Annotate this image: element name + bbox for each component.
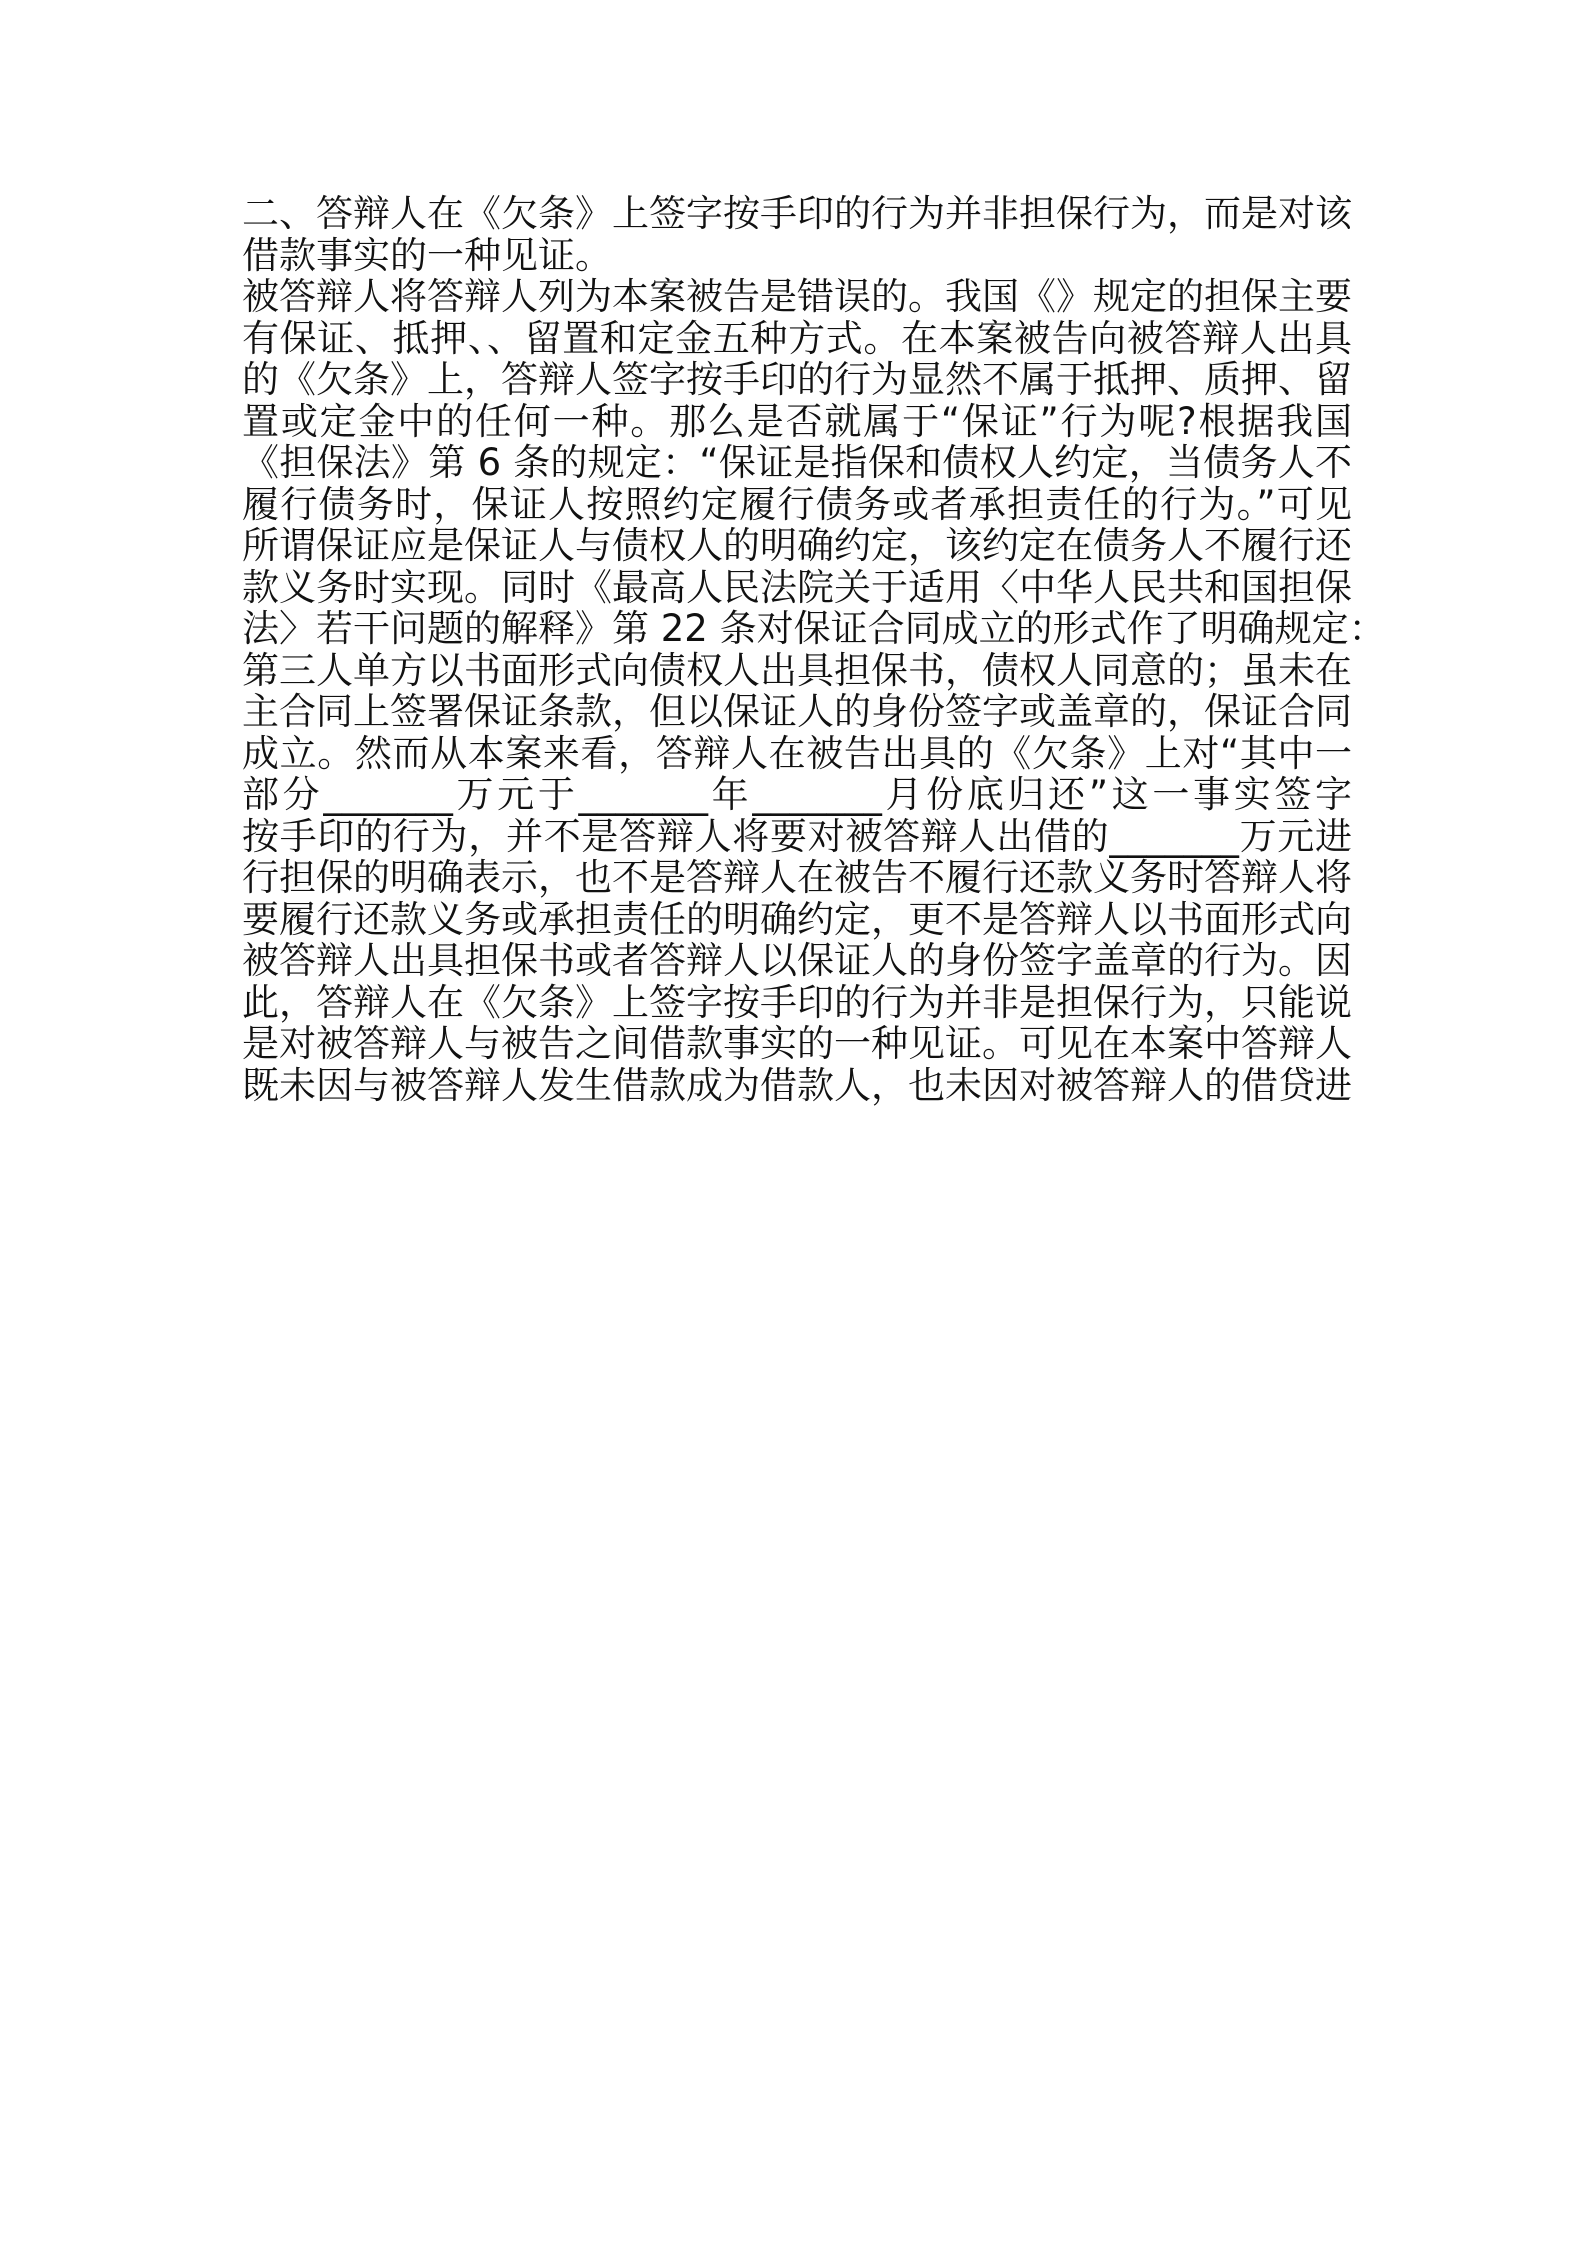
- section-heading: [242, 193, 1352, 276]
- body-line: 《担保法》第 6 条的规定：“保证是指保和债权人约定，当债务人不: [242, 441, 1352, 484]
- body-line: 被答辩人出具担保书或者答辩人以保证人的身份签字盖章的行为。因: [242, 939, 1352, 982]
- heading-line: 二、答辩人在《欠条》上签字按手印的行为并非担保行为，而是对该: [242, 192, 1352, 235]
- body-line: 部分_______万元于_______年_______月份底归还”这一事实签字: [242, 773, 1352, 816]
- body-line: 被答辩人将答辩人列为本案被告是错误的。我国《》规定的担保主要: [242, 275, 1352, 318]
- body-line: 既未因与被答辩人发生借款成为借款人，也未因对被答辩人的借贷进: [242, 1063, 1352, 1107]
- body-line: 履行债务时，保证人按照约定履行债务或者承担责任的行为。”可见: [242, 482, 1352, 526]
- body-line: 成立。然而从本案来看，答辩人在被告出具的《欠条》上对“其中一: [242, 731, 1352, 775]
- body-line: 是对被答辩人与被告之间借款事实的一种见证。可见在本案中答辩人: [242, 1022, 1352, 1065]
- heading-line: 借款事实的一种见证。: [242, 233, 612, 277]
- body-line: 置或定金中的任何一种。那么是否就属于“保证”行为呢?根据我国: [242, 399, 1352, 443]
- body-line: 法〉若干问题的解释》第 22 条对保证合同成立的形式作了明确规定：: [242, 607, 1386, 650]
- document-content: [242, 192, 1386, 1107]
- body-paragraph: [242, 275, 1386, 1107]
- body-line: 有保证、抵押、、留置和定金五种方式。在本案被告向被答辩人出具: [242, 316, 1352, 360]
- body-line: 第三人单方以书面形式向债权人出具担保书，债权人同意的；虽未在: [242, 648, 1352, 692]
- body-line: 所谓保证应是保证人与债权人的明确约定，该约定在债务人不履行还: [242, 524, 1352, 567]
- body-line: 按手印的行为，并不是答辩人将要对被答辩人出借的_______万元进: [242, 814, 1352, 858]
- body-line: 款义务时实现。同时《最高人民法院关于适用〈中华人民共和国担保: [242, 565, 1352, 609]
- body-line: 的《欠条》上，答辩人签字按手印的行为显然不属于抵押、质押、留: [242, 358, 1352, 401]
- body-line: 主合同上签署保证条款，但以保证人的身份签字或盖章的，保证合同: [242, 690, 1352, 733]
- body-line: 此，答辩人在《欠条》上签字按手印的行为并非是担保行为，只能说: [242, 980, 1352, 1024]
- body-line: 要履行还款义务或承担责任的明确约定，更不是答辩人以书面形式向: [242, 897, 1352, 941]
- body-line: 行担保的明确表示，也不是答辩人在被告不履行还款义务时答辩人将: [242, 856, 1352, 899]
